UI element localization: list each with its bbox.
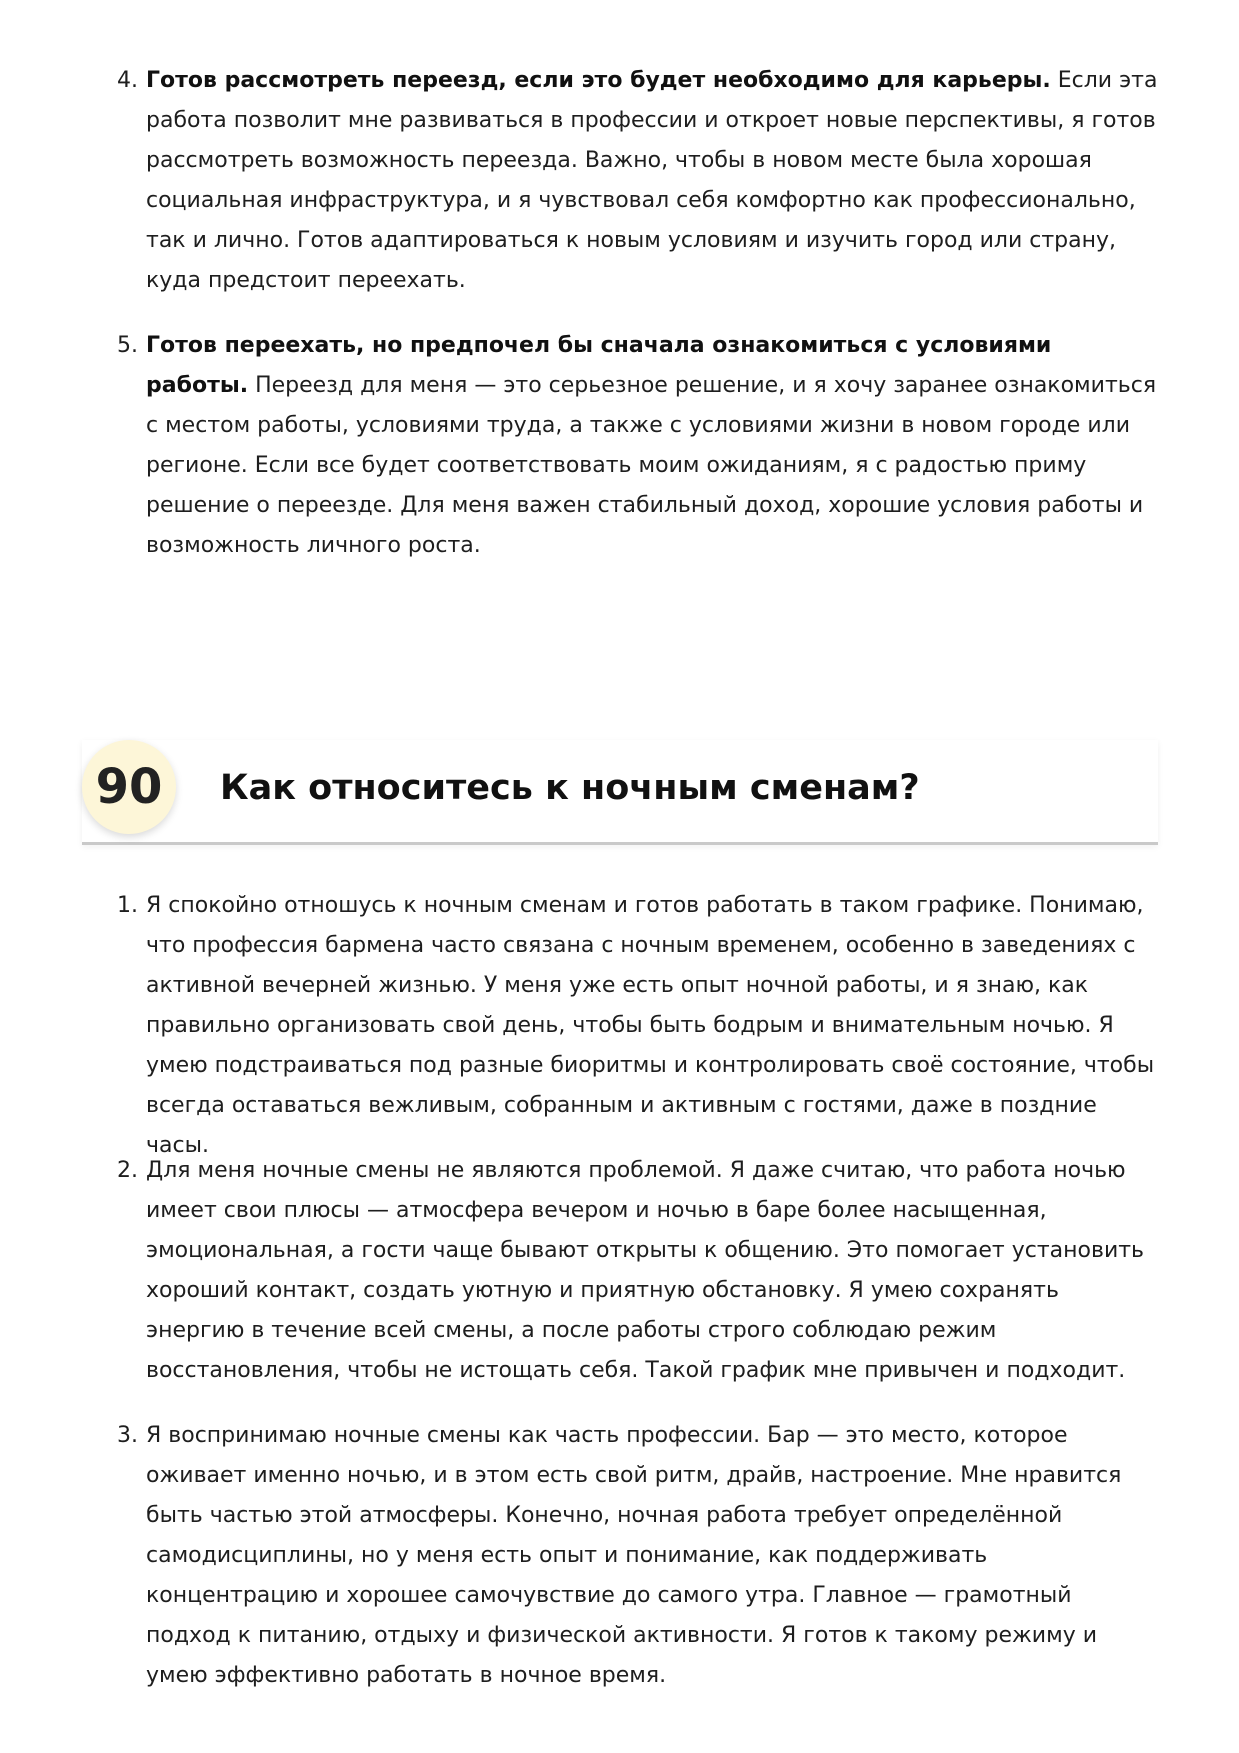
list-item-number: 3. [117,1423,138,1448]
list-item-lead: Готов переехать, но предпочел бы сначала ознакомиться с условиями работы. [146,333,1052,398]
list-item-text: Я воспринимаю ночные смены как часть профессии. Бар — это место, которое оживает именно ночью, и в этом есть свой ритм, драйв, настроение. Мне нравится быть частью этой атмосферы. Конечно, ночная работа требует определённой самодисциплины, но у меня есть опыт и понимание, как поддерживать концентрацию и хорошее самочувствие до самого утра. Главное — грамотный подход к питанию, отдыху и физической активности. Я готов к такому режиму и умею эффективно работать в ночное время. [146,1423,1122,1688]
list-item-text: Для меня ночные смены не являются проблемой. Я даже считаю, что работа ночью имеет свои плюсы — атмосфера вечером и ночью в баре более насыщенная, эмоциональная, а гости чаще бывают открыты к общению. Это помогает установить хороший контакт, создать уютную и приятную обстановку. Я умею сохранять энергию в течение всей смены, а после работы строго соблюдаю режим восстановления, чтобы не истощать себя. Такой график мне привычен и подходит. [146,1158,1145,1383]
question-number-badge: 90 [82,740,176,834]
list-item [0,886,1239,1158]
question-header [82,740,1158,848]
previous-answer-list [0,61,1239,566]
list-item-number: 4. [117,68,138,93]
list-item [0,1151,1239,1416]
list-item-number: 2. [117,1158,138,1183]
question-title: Как относитесь к ночным сменам? [220,768,920,808]
list-item [0,1416,1239,1696]
answer-list [0,886,1239,1696]
list-item-text: Я спокойно отношусь к ночным сменам и готов работать в таком графике. Понимаю, что профессия бармена часто связана с ночным временем, особенно в заведениях с активной вечерней жизнью. У меня уже есть опыт ночной работы, и я знаю, как правильно организовать свой день, чтобы быть бодрым и внимательным ночью. Я умею подстраиваться под разные биоритмы и контролировать своё состояние, чтобы всегда оставаться вежливым, собранным и активным с гостями, даже в поздние часы. [146,893,1155,1158]
list-item [0,61,1239,326]
list-item-number: 5. [117,333,138,358]
list-item-text: Если эта работа позволит мне развиваться в профессии и откроет новые перспективы, я готов рассмотреть возможность переезда. Важно, чтобы в новом месте была хорошая социальная инфраструктура, и я чувствовал себя комфортно как профессионально, так и лично. Готов адаптироваться к новым условиям и изучить город или страну, куда предстоит переехать. [146,68,1158,293]
list-item-text: Переезд для меня — это серьезное решение, и я хочу заранее ознакомиться с местом работы, условиями труда, а также с условиями жизни в новом городе или регионе. Если все будет соответствовать моим ожиданиям, я с радостью приму решение о переезде. Для меня важен стабильный доход, хорошие условия работы и возможность личного роста. [146,373,1157,558]
list-item-lead: Готов рассмотреть переезд, если это будет необходимо для карьеры. [146,68,1051,93]
list-item-number: 1. [117,893,138,918]
list-item [0,326,1239,566]
